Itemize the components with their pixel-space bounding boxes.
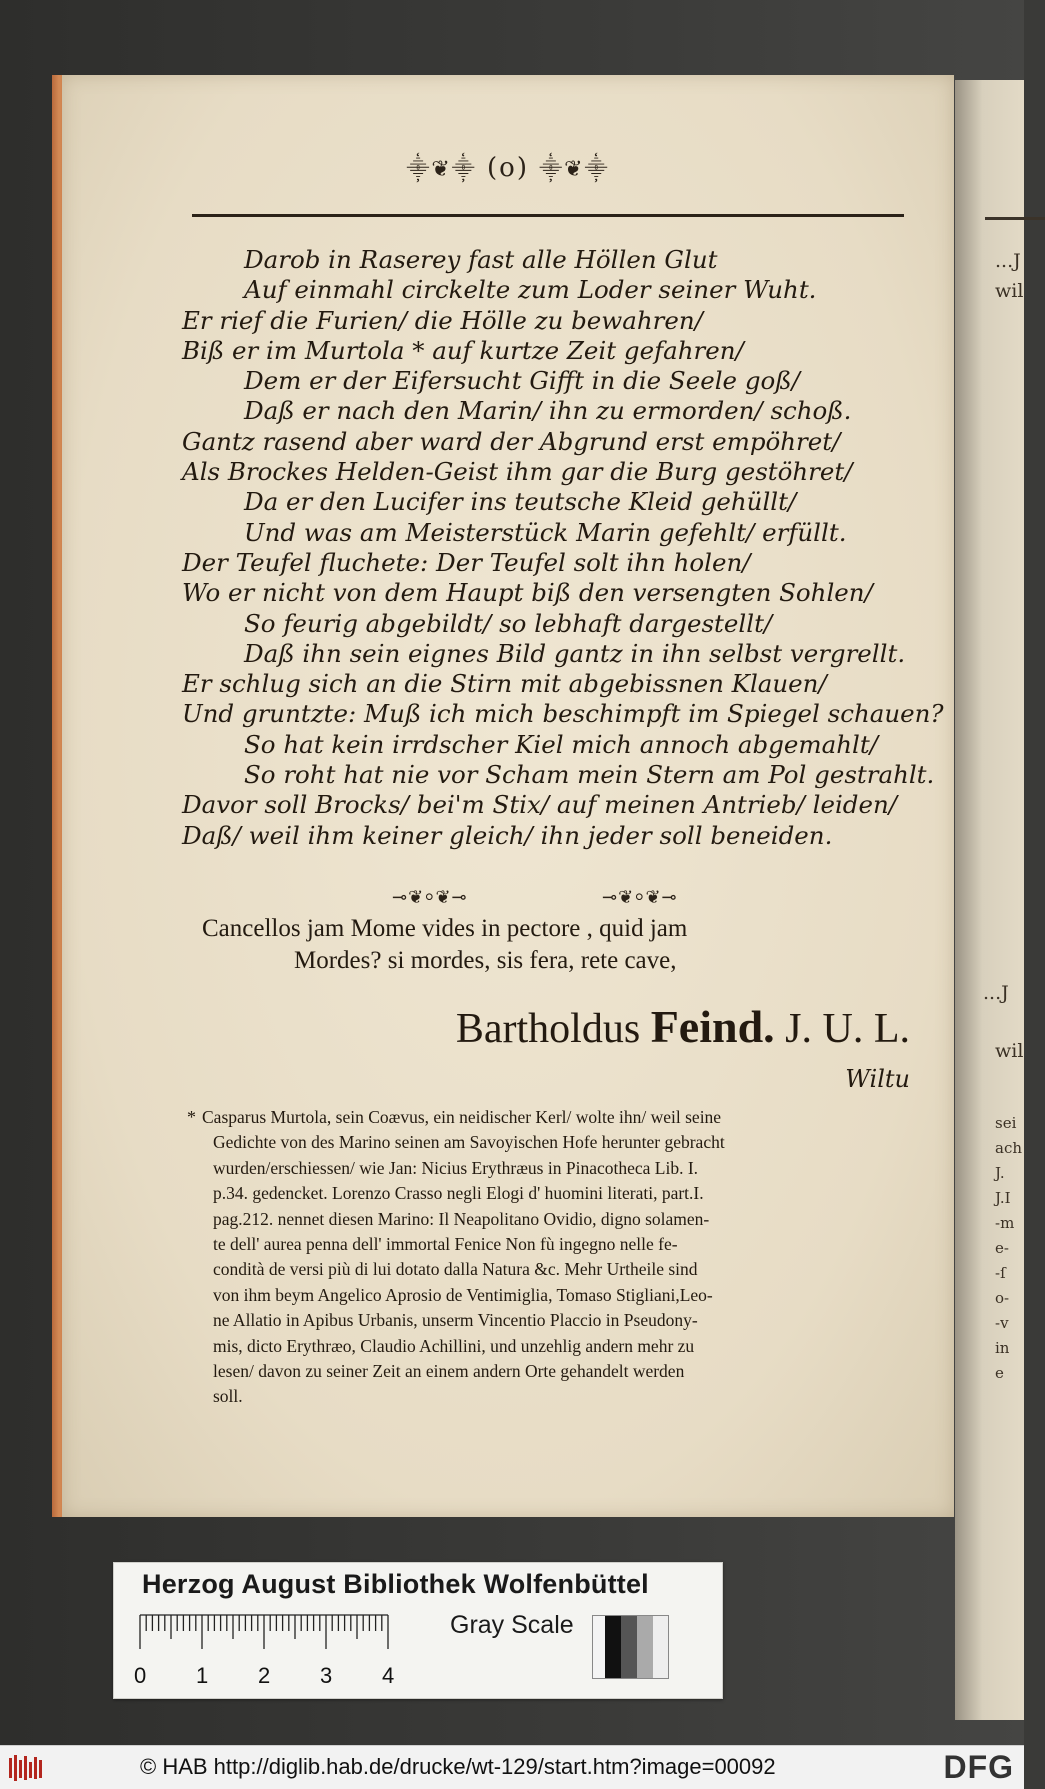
- ruler-number: 2: [258, 1663, 271, 1688]
- poem-line: Auf einmahl circkelte zum Loder seiner Wuht.: [244, 275, 817, 305]
- author-signature: [456, 1000, 910, 1053]
- poem-line: So hat kein irrdscher Kiel mich annoch abgemahlt/: [244, 729, 878, 759]
- footnote-line: lesen/ davon zu seiner Zeit an einem andern Orte gehandelt werden: [213, 1361, 685, 1382]
- poem-line: Wo er nicht von dem Haupt biß den versengten Sohlen/: [182, 578, 873, 608]
- facing-page-text: -ſ: [995, 1264, 1006, 1282]
- dfg-logo: DFG: [943, 1749, 1014, 1785]
- facing-page-text: J.I: [995, 1189, 1011, 1207]
- poem-text: [182, 245, 942, 851]
- poem-line: Darob in Raserey fast alle Höllen Glut: [244, 245, 718, 274]
- facing-page-text: ...J: [983, 982, 1009, 1004]
- swatch-dark-gray: [621, 1616, 637, 1678]
- latin-epigram: [202, 913, 902, 977]
- footnote: [187, 1105, 892, 1410]
- facing-page-text: -m: [995, 1214, 1015, 1232]
- facing-page-text: e: [995, 1364, 1004, 1382]
- footnote-line: soll.: [213, 1386, 243, 1407]
- ruler-scale: [136, 1611, 436, 1691]
- copyright-url[interactable]: © HAB http://diglib.hab.de/drucke/wt-129/start.htm?image=00092: [140, 1754, 776, 1779]
- poem-line: Gantz rasend aber ward der Abgrund erst empöhret/: [182, 426, 841, 456]
- facing-page-text: wil: [995, 280, 1024, 302]
- hab-logo-icon: [8, 1754, 48, 1782]
- header-ornament-right: ⸎❦⸎: [539, 157, 610, 182]
- facing-page-text: ach: [995, 1139, 1023, 1157]
- footnote-line: ne Allatio in Apibus Urbanis, unserm Vincentio Placcio in Pseudony-: [213, 1310, 698, 1331]
- footnote-line: Gedichte von des Marino seinen am Savoyischen Hofe herunter gebracht: [213, 1132, 725, 1153]
- section-ornaments: [62, 885, 954, 915]
- swatch-light-gray: [637, 1616, 653, 1678]
- ruler-number: 1: [196, 1663, 209, 1688]
- ornament-left: ⊸❦⸰❦⊸: [392, 887, 468, 908]
- ornament-right: ⊸❦⸰❦⊸: [602, 887, 678, 908]
- header-ornament-left: ⸎❦⸎: [406, 157, 477, 182]
- swatch-white: [653, 1616, 668, 1678]
- color-calibration-card: [113, 1562, 723, 1699]
- poem-line: Dem er der Eifersucht Gifft in die Seele goß/: [244, 366, 800, 396]
- facing-page-text: J.: [995, 1164, 1005, 1182]
- facing-page-text: -v: [995, 1314, 1009, 1332]
- footnote-line: mis, dicto Erythræo, Claudio Achillini, und unzehlig andern mehr zu: [213, 1335, 695, 1356]
- page-number: (o): [487, 153, 529, 183]
- signature-given-name: Bartholdus: [455, 1006, 641, 1052]
- poem-line: Als Brockes Helden-Geist ihm gar die Burg gestöhret/: [182, 457, 853, 487]
- facing-page-text: e-: [995, 1239, 1009, 1257]
- ruler-number: 4: [382, 1663, 395, 1688]
- swatch-black: [605, 1616, 621, 1678]
- poem-line: Er rief die Furien/ die Hölle zu bewahren/: [182, 305, 703, 335]
- gray-swatches: [592, 1615, 669, 1679]
- poem-line: Er schlug sich an die Stirn mit abgebissnen Klauen/: [182, 669, 827, 699]
- footnote-line: wurden/erschiessen/ wie Jan: Nicius Erythræus in Pinacotheca Lib. I.: [213, 1157, 699, 1178]
- facing-page-text: sei: [995, 1114, 1017, 1132]
- footer-bar: [0, 1745, 1024, 1789]
- facing-page-text: wil: [995, 1040, 1024, 1062]
- poem-line: So feurig abgebildt/ so lebhaft dargestellt/: [244, 608, 773, 638]
- facing-page-text: ...J: [995, 250, 1021, 272]
- gray-scale-label: Gray Scale: [450, 1611, 574, 1639]
- ruler-number: 3: [320, 1663, 333, 1688]
- poem-line: Da er den Lucifer ins teutsche Kleid gehüllt/: [244, 487, 797, 517]
- page-header: [62, 153, 954, 183]
- footnote-line: p.34. gedencket. Lorenzo Crasso negli Elogi d' huomini literati, part.I.: [213, 1183, 704, 1204]
- latin-line: Mordes? si mordes, sis fera, rete cave,: [294, 947, 677, 974]
- poem-line: Und was am Meisterstück Marin gefehlt/ erfüllt.: [244, 517, 847, 547]
- poem-line: Daß er nach den Marin/ ihn zu ermorden/ schoß.: [244, 396, 852, 426]
- footnote-line: pag.212. nennet diesen Marino: Il Neapolitano Ovidio, digno solamen-: [213, 1208, 710, 1229]
- footnote-line: condità de versi più di lui dotato dalla Natura &c. Mehr Urtheile sind: [213, 1259, 698, 1280]
- poem-line: Der Teufel fluchete: Der Teufel solt ihn holen/: [182, 547, 751, 577]
- library-name: Herzog August Bibliothek Wolfenbüttel: [142, 1569, 649, 1599]
- signature-title: J. U. L.: [785, 1006, 910, 1052]
- signature-surname: Feind.: [650, 1001, 775, 1052]
- facing-page-fragment: [955, 80, 1024, 1720]
- poem-line: Und gruntzte: Muß ich mich beschimpft im Spiegel schauen?: [182, 699, 944, 729]
- swatch-white: [593, 1616, 605, 1678]
- header-rule: [192, 214, 904, 217]
- catchword: Wiltu: [845, 1065, 910, 1093]
- footnote-line-text: Casparus Murtola, sein Coævus, ein neidischer Kerl/ wolte ihn/ weil seine: [202, 1107, 722, 1127]
- facing-page-text: in: [995, 1339, 1010, 1357]
- facing-page-text: o-: [995, 1289, 1010, 1307]
- ruler-number: 0: [134, 1663, 147, 1688]
- poem-line: Biß er im Murtola * auf kurtze Zeit gefahren/: [182, 335, 744, 365]
- facing-page-rule: [985, 217, 1045, 220]
- poem-line: So roht hat nie vor Scham mein Stern am Pol gestrahlt.: [244, 760, 935, 790]
- poem-line: Daß/ weil ihm keiner gleich/ ihn jeder soll beneiden.: [182, 820, 833, 850]
- footnote-line: von ihm beym Angelico Aprosio de Ventimiglia, Tomaso Stigliani,Leo-: [213, 1284, 713, 1305]
- footnote-line: [187, 1105, 892, 1130]
- latin-line: Cancellos jam Mome vides in pectore , quid jam: [202, 915, 688, 942]
- poem-line: Daß ihn sein eignes Bild gantz in ihn selbst vergrellt.: [244, 638, 906, 668]
- book-page: [62, 75, 954, 1517]
- footnote-marker: *: [187, 1107, 196, 1127]
- poem-line: Davor soll Brocks/ bei'm Stix/ auf meinen Antrieb/ leiden/: [182, 790, 897, 820]
- footnote-line: te dell' aurea penna dell' immortal Fenice Non fù ingegno nelle fe-: [213, 1234, 678, 1255]
